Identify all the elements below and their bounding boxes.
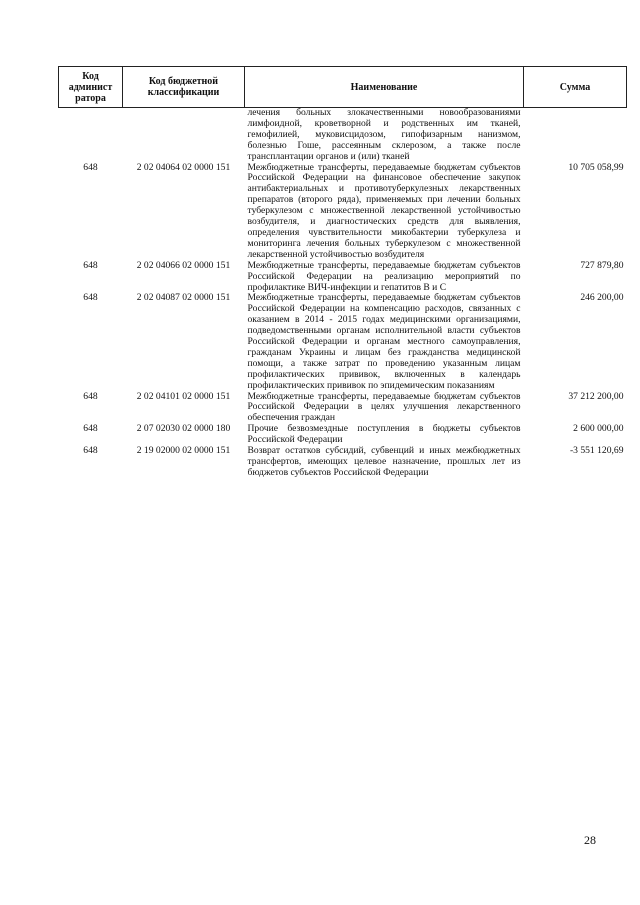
name-cell: Межбюджетные трансферты, передаваемые бюджетам субъектов Российской Федерации на реализацию мероприятий по профилактике ВИЧ-инфекции и гепатитов В и С (247, 259, 521, 293)
column-header-sum: Сумма (524, 67, 627, 108)
kbk-code-cell: 2 19 02000 02 0000 151 (136, 445, 231, 457)
table-row (59, 261, 627, 294)
name-cell: Прочие безвозмездные поступления в бюджеты субъектов Российской Федерации (247, 423, 521, 446)
name-cell: Межбюджетные трансферты, передаваемые бюджетам субъектов Российской Федерации в целях улучшения лекарственного обеспечения граждан (247, 390, 521, 424)
name-cell: Возврат остатков субсидий, субвенций и иных межбюджетных трансфертов, имеющих целевое назначение, прошлых лет из бюджетов субъектов Российской Федерации (247, 445, 521, 478)
admin-code-cell: 648 (83, 161, 98, 173)
sum-cell: 727 879,80 (580, 259, 624, 271)
sum-cell: -3 551 120,69 (569, 445, 624, 457)
admin-code-cell: 648 (83, 445, 98, 457)
kbk-code-cell: 2 02 04066 02 0000 151 (136, 259, 231, 271)
table-row (59, 163, 627, 261)
sum-cell: 2 600 000,00 (573, 423, 624, 435)
sum-cell (524, 108, 627, 163)
table-row (59, 446, 627, 479)
kbk-code-cell: 2 02 04064 02 0000 151 (136, 161, 231, 173)
name-cell: лечения больных злокачественными новообразованиями лимфоидной, кроветворной и родственных им тканей, гемофилией, муковисцидозом, гипофизарным нанизмом, болезнью Гоше, рассеянным склерозом, а также после трансплантации органов и (или) тканей (247, 107, 521, 162)
sum-cell: 10 705 058,99 (568, 161, 624, 173)
column-header-name: Наименование (245, 67, 524, 108)
table-row (59, 392, 627, 425)
kbk-code-cell: 2 02 04087 02 0000 151 (136, 292, 231, 304)
column-header-kbk: Код бюджетной классификации (123, 67, 245, 108)
sum-cell: 37 212 200,00 (568, 390, 624, 402)
sum-cell: 246 200,00 (580, 292, 624, 304)
name-cell: Межбюджетные трансферты, передаваемые бюджетам субъектов Российской Федерации на финансовое обеспечение закупок антибактериальных и противотуберкулезных лекарственных препаратов (второго ряда), применяемых при лечении больных туберкулезом с множественной лекарственной устойчивостью возбудителя, и диагностических средств для выявления, определения чувствительности микобактерии туберкулеза и мониторинга лечения больных туберкулезом с множественной лекарственной устойчивостью возбудителя (247, 161, 521, 260)
table-row (59, 108, 627, 163)
admin-code-cell: 648 (83, 423, 98, 435)
admin-code-cell: 648 (83, 259, 98, 271)
column-header-admin: Код админист ратора (59, 67, 123, 108)
admin-code-cell: 648 (83, 390, 98, 402)
kbk-code-cell (123, 108, 245, 163)
table-header-row (59, 67, 627, 108)
admin-code-cell (59, 108, 123, 163)
table-row (59, 293, 627, 391)
table-row (59, 424, 627, 446)
page-number: 28 (584, 833, 596, 847)
kbk-code-cell: 2 07 02030 02 0000 180 (136, 423, 231, 435)
name-cell: Межбюджетные трансферты, передаваемые бюджетам субъектов Российской Федерации на компенсацию расходов, связанных с оказанием в 2014 - 2015 годах медицинскими организациями, подведомственными органам исполнительной власти субъектов Российской Федерации и органам местного самоуправления, гражданам Украины и лицам без гражданства медицинской помощи, а также затрат по проведению указанным лицам профилактических прививок, включенных в календарь профилактических прививок по эпидемическим показаниям (247, 292, 521, 391)
budget-revenue-table (58, 66, 627, 479)
kbk-code-cell: 2 02 04101 02 0000 151 (136, 390, 231, 402)
admin-code-cell: 648 (83, 292, 98, 304)
